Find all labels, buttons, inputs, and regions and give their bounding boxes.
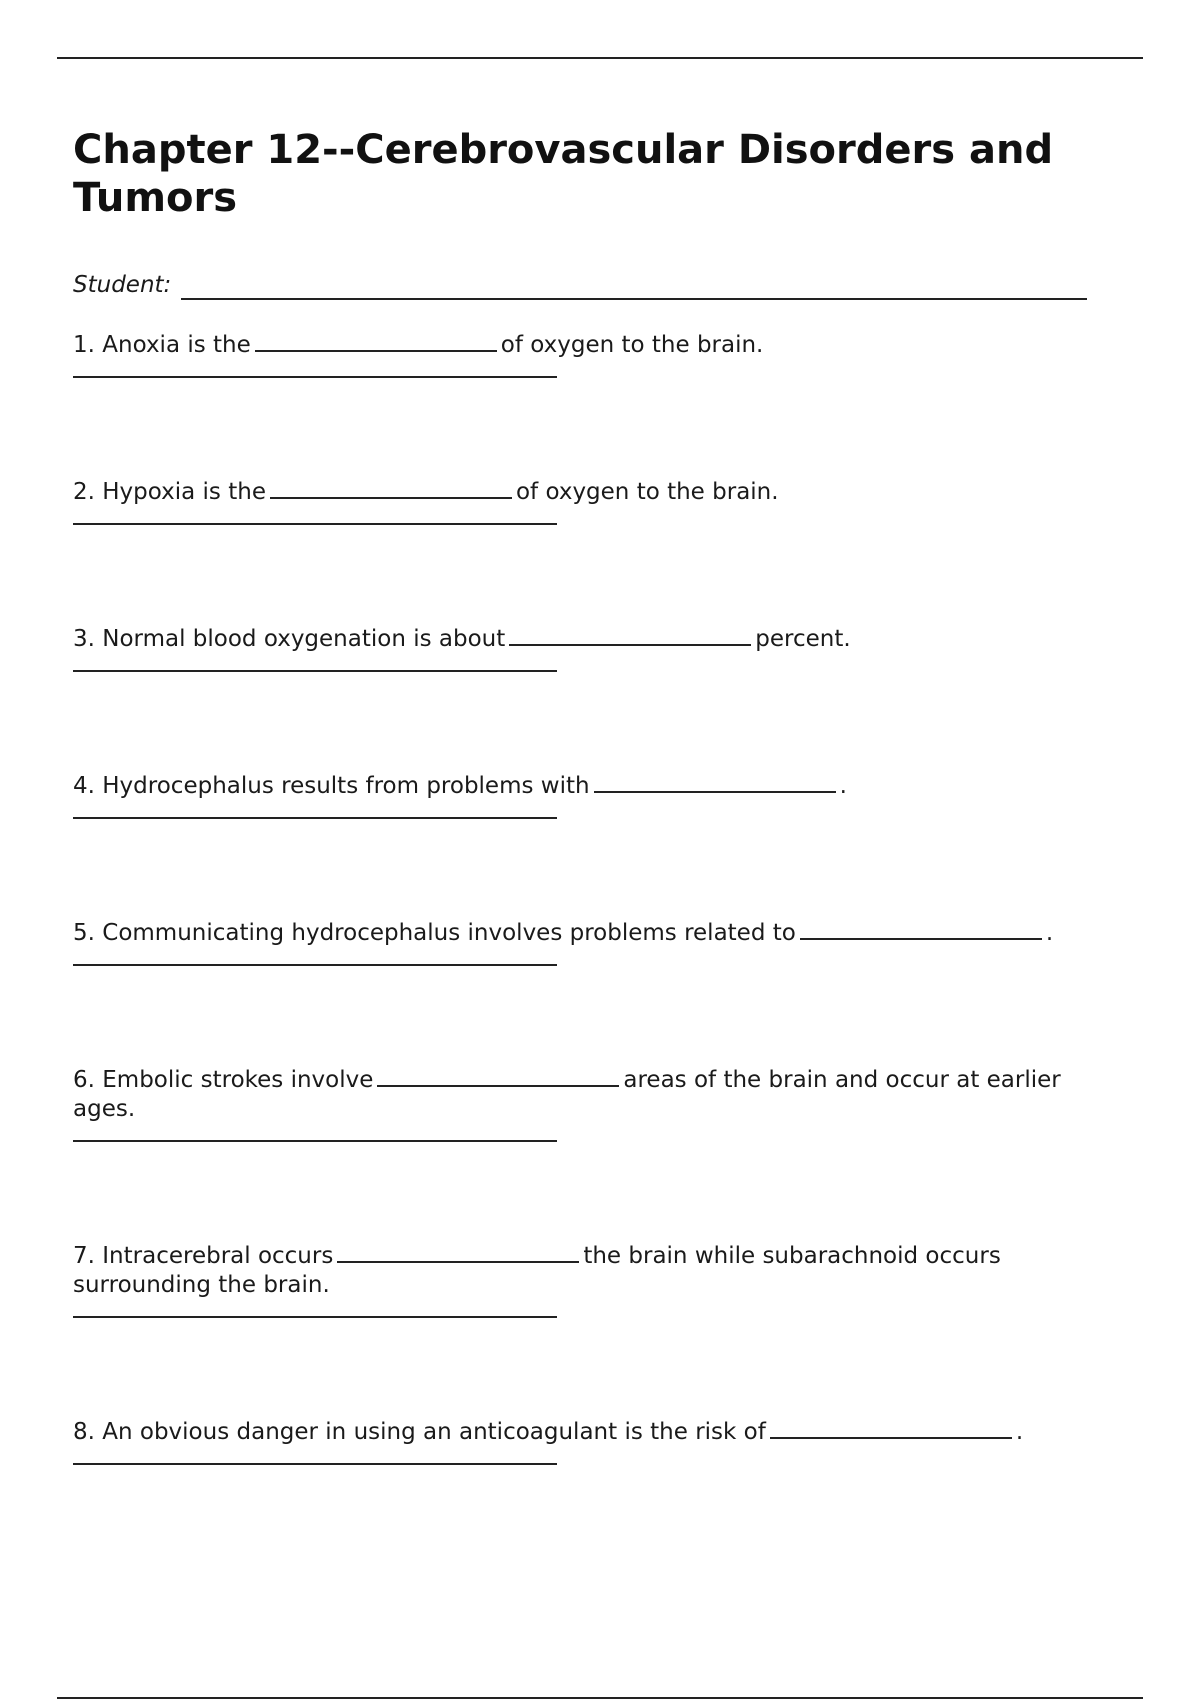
question-number: 6. [73,1067,95,1093]
question-number: 8. [73,1419,95,1445]
page-title: Chapter 12--Cerebrovascular Disorders and Tumors [73,127,1054,221]
question-text [73,475,1119,507]
question-text [73,1239,1119,1300]
question-text-after: . [839,773,847,799]
answer-line[interactable] [73,1463,557,1465]
question-item [73,328,1119,378]
question-item [73,1239,1119,1318]
question-item [73,916,1119,966]
question-item [73,622,1119,672]
question-text [73,916,1119,948]
answer-line[interactable] [73,964,557,966]
question-text-after: percent. [755,626,851,652]
fill-in-blank[interactable] [800,916,1042,940]
fill-in-blank[interactable] [270,475,512,499]
question-text [73,1063,1119,1124]
fill-in-blank[interactable] [337,1239,579,1263]
question-text-after: of oxygen to the brain. [500,332,764,358]
question-text-after: of oxygen to the brain. [515,479,779,505]
question-item [73,1415,1119,1465]
answer-line[interactable] [73,1316,557,1318]
answer-line[interactable] [73,523,557,525]
fill-in-blank[interactable] [770,1415,1012,1439]
answer-line[interactable] [73,376,557,378]
student-name-field[interactable] [181,274,1087,300]
bottom-rule [57,1697,1143,1699]
question-text-before: Intracerebral occurs [102,1243,334,1269]
question-text-before: Anoxia is the [102,332,251,358]
top-rule [57,57,1143,59]
question-text [73,1415,1119,1447]
question-text-before: Normal blood oxygenation is about [102,626,506,652]
question-item [73,475,1119,525]
question-text-before: Embolic strokes involve [102,1067,374,1093]
question-number: 5. [73,920,95,946]
fill-in-blank[interactable] [509,622,751,646]
fill-in-blank[interactable] [377,1063,619,1087]
question-list [73,328,1119,1465]
question-number: 4. [73,773,95,799]
fill-in-blank[interactable] [594,769,836,793]
question-text-after: . [1015,1419,1024,1445]
question-number: 7. [73,1243,95,1269]
answer-line[interactable] [73,1140,557,1142]
question-text-after: areas of the brain and occur at earlier ages. [73,1067,1061,1122]
question-text-before: Communicating hydrocephalus involves problems related to [102,920,796,946]
answer-line[interactable] [73,817,557,819]
student-label: Student: [73,272,172,298]
question-text-before: Hypoxia is the [102,479,266,505]
question-text-before: An obvious danger in using an anticoagulant is the risk of [102,1419,766,1445]
question-text [73,622,1119,654]
worksheet [73,126,1119,1465]
question-number: 2. [73,479,95,505]
question-text [73,769,1119,801]
answer-line[interactable] [73,670,557,672]
fill-in-blank[interactable] [255,328,497,352]
student-row [73,270,1119,300]
question-text-before: Hydrocephalus results from problems with [102,773,590,799]
question-item [73,769,1119,819]
question-text [73,328,1119,360]
question-text-after: . [1045,920,1054,946]
question-number: 3. [73,626,95,652]
question-number: 1. [73,332,95,358]
question-item [73,1063,1119,1142]
question-text-after: the brain while subarachnoid occurs surrounding the brain. [73,1243,1001,1298]
